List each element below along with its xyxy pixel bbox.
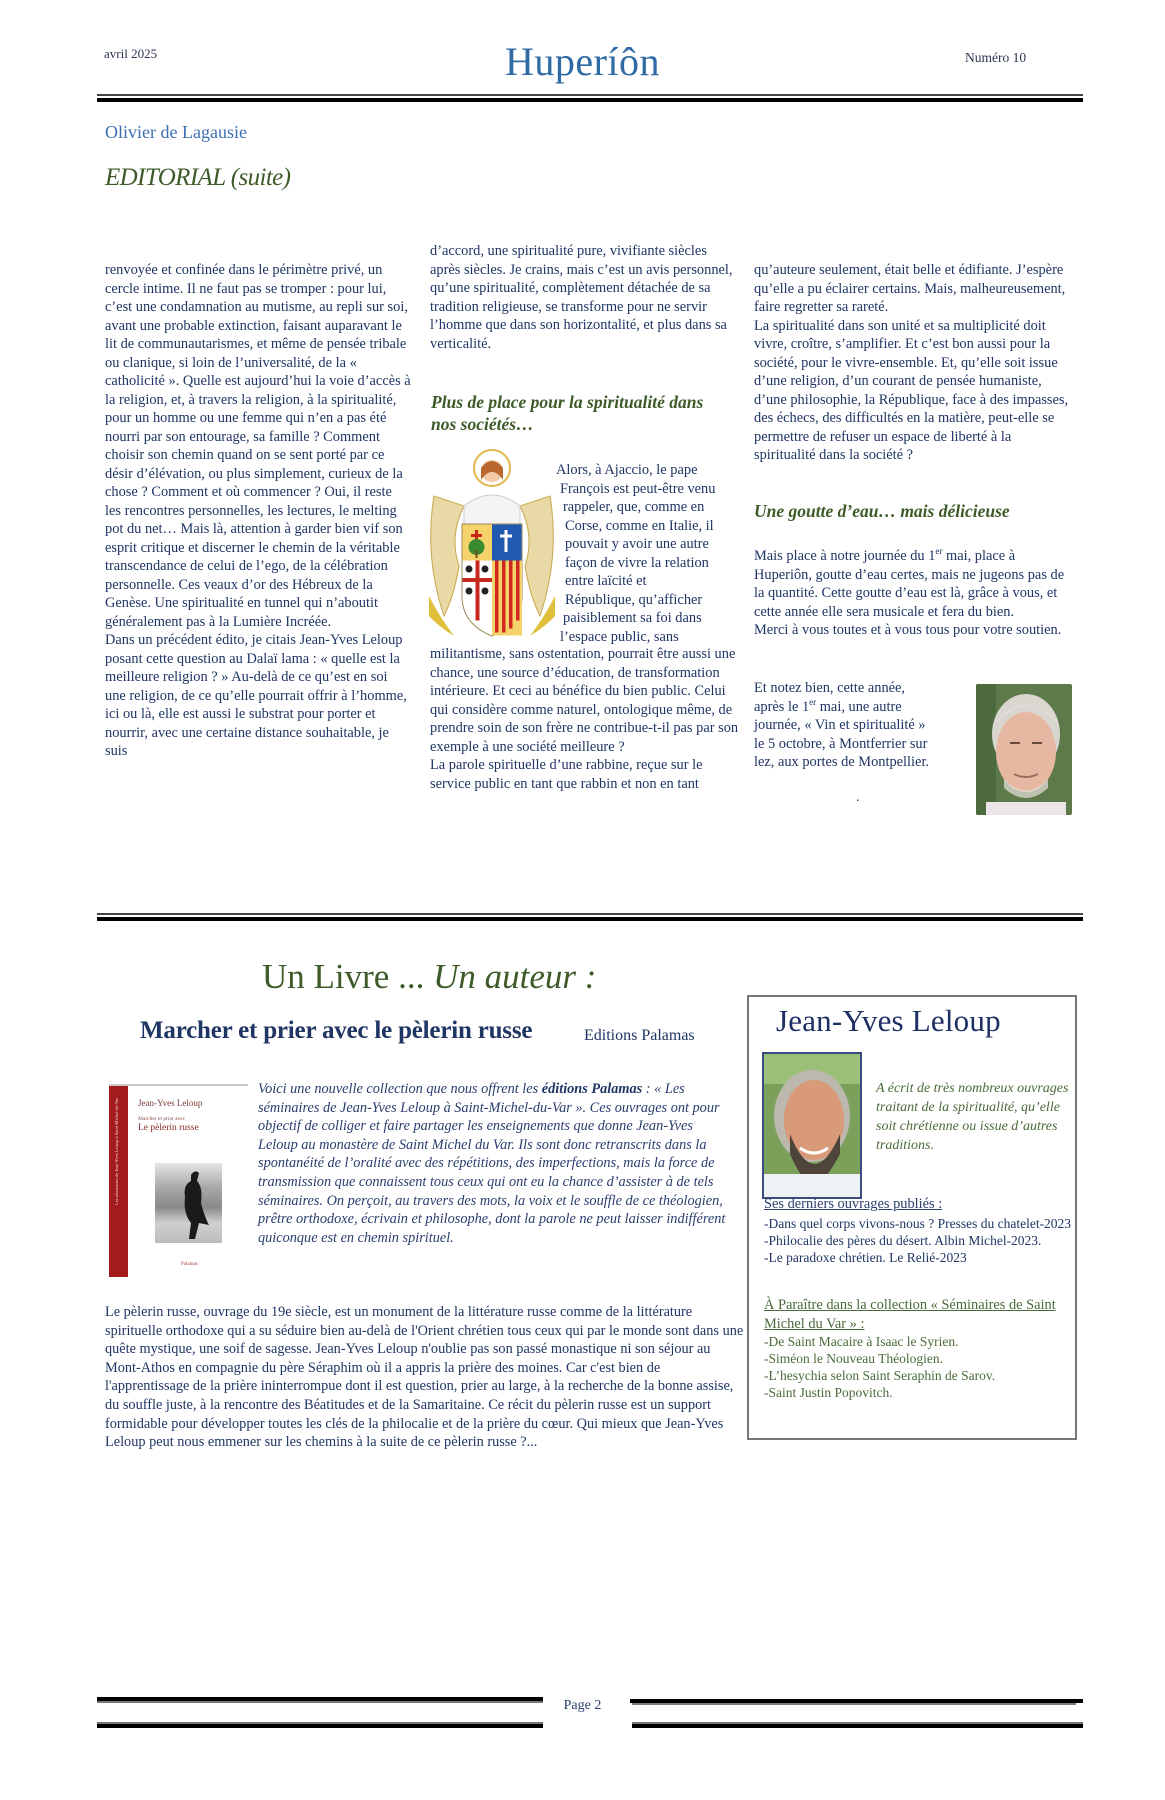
book-title: Marcher et prier avec le pèlerin russe [140, 1017, 533, 1044]
paragraph: Dans un précédent édito, je citais Jean-Yves Leloup posant cette question au Dalaï lama : « quelle est la meilleure religion ? » Au-delà de ce qu’est en soi une religion, de ce qu’elle pourrait offrir à l’homme, ici ou là, elle est aussi le substrat pour porter et nourrir, avec une certaine distance souhaitable, je suis [105, 632, 407, 759]
section-divider [97, 913, 1083, 921]
list-item: -Philocalie des pères du désert. Albin Michel-2023. [764, 1233, 1042, 1248]
book-cover-image: Les séminaires de Jean-Yves Leloup à Saint-Michel-du-Var Jean-Yves Leloup Marcher et prier avec Le pèlerin russe Palamas [109, 1084, 248, 1277]
page-number: Page 2 [563, 1698, 602, 1713]
book-description: Le pèlerin russe, ouvrage du 19e siècle, est un monument de la littérature russe comme de la littérature spirituelle orthodoxe qui a su séduire bien au-delà de l'Orient chrétien tous ceux qui par le monde sont dans une quête mystique, une soif de sagesse. Jean-Yves Leloup n'oublie pas son passé monastique ni son séjour au Mont-Athos en compagnie du père Séraphim où il a appris la prière des moines. Car c'est bien de l'apprentissage de la prière ininterrompue dont il est question, prier au large, à la recherche de la bonne assise, du souffle juste, à la rencontre des Béatitudes et de la Samaritaine. Ce récit du pèlerin russe est un support formidable pour développer toutes les clés de la philocalie et de la prière du cœur. Qui mieux que Jean-Yves Leloup peut nous emmener sur les chemins à la suite de ce pèlerin russe ?... [105, 1304, 744, 1451]
editorial-column-2-wrap: Alors, à Ajaccio, le pape François est peut-être venu rappeler, que, comme en Corse, comme en Italie, il pouvait y avoir une autre façon de vivre la relation entre laïcité et République, qu’afficher paisiblement sa foi dans l’espace public, sans [556, 462, 716, 645]
book-section-title: Un Livre ... Un auteur : [262, 957, 597, 996]
stray-dot: . [856, 790, 860, 805]
corsica-coat-of-arms-image [424, 446, 560, 640]
book-cover-spine: Les séminaires de Jean-Yves Leloup à Saint-Michel-du-Var [109, 1086, 128, 1277]
list-item: -L’hesychia selon Saint Seraphin de Sarov. [764, 1368, 996, 1383]
subheading-spiritualite: Plus de place pour la spiritualité dans nos sociétés… [431, 392, 704, 434]
subheading-goutte-deau: Une goutte d’eau… mais délicieuse [754, 501, 1010, 521]
editorial-column-3-wrap: Et notez bien, cette année, après le 1er mai, une autre journée, « Vin et spiritualité » le 5 octobre, à Montferrier sur lez, aux portes de Montpellier. [754, 680, 930, 770]
list-item: -Siméon le Nouveau Théologien. [764, 1351, 943, 1366]
upcoming-works-heading: À Paraître dans la collection « Séminaires de Saint Michel du Var » : [764, 1297, 1056, 1332]
issue-date: avril 2025 [104, 46, 158, 61]
paragraph: militantisme, sans ostentation, pourrait être aussi une chance, une source d’éducation, de transformation intérieure. Et ceci au bénéfice du bien public. Celui qui considère comme naturel, ontologique même, de prendre soin de son frère ne contribue-t-il pas par son exemple à une société meilleure ? [430, 646, 739, 755]
author-bio: A écrit de très nombreux ouvrages traitant de la spiritualité, qu’elle soit chrétienne ou issue d’autres traditions. [876, 1081, 1069, 1153]
list-item: -Le paradoxe chrétien. Le Relié-2023 [764, 1250, 967, 1265]
editorial-column-3-mid [754, 547, 1074, 640]
author-box-name: Jean-Yves Leloup [776, 1003, 1001, 1038]
jean-yves-leloup-portrait-photo [762, 1052, 862, 1199]
editorial-column-2-bottom [430, 645, 740, 793]
header-rule [97, 94, 1083, 102]
footer-rule-left-bottom [97, 1722, 543, 1728]
recent-works-list [764, 1215, 1074, 1266]
olivier-portrait-photo [976, 684, 1072, 815]
pilgrim-silhouette-icon [155, 1163, 222, 1243]
list-item: -Saint Justin Popovitch. [764, 1385, 893, 1400]
paragraph: Mais place à notre journée du 1er mai, place à Huperiôn, goutte d’eau certes, mais ne jugeons pas de la quantité. Cette goutte d’eau est là, grâce à vous, et cette année elle sera musicale et fera du bien. [754, 546, 1065, 620]
editorial-column-2-top: d’accord, une spiritualité pure, vivifiante siècles après siècles. Je crains, mais c’est un avis personnel, qu’une spiritualité, complètement détachée de sa tradition religieuse, se transforme pour ne servir l’homme que dans son horizontalité, et plus dans sa verticalité. [430, 243, 733, 352]
paragraph: Merci à vous toutes et à vous tous pour votre soutien. [754, 622, 1062, 638]
editorial-column-3-top [754, 261, 1074, 465]
masthead-title: Huperíôn [504, 39, 661, 84]
paragraph: La spiritualité dans son unité et sa multiplicité doit vivre, croître, s’amplifier. Et c’est bon aussi pour la société, pour le vivre-ensemble. Et, qu’elle soit issue d’une religion, d’un courant de pensée humaniste, d’une philosophie, la République, face à des impasses, des échecs, des difficultés en la matière, peut-elle se permettre de refuser un espace de liberté à la spiritualité dans la société ? [754, 317, 1069, 463]
paragraph: renvoyée et confinée dans le périmètre privé, un cercle intime. Il ne faut pas se tromper : pour lui, c’est une condamnation au mutisme, au repli sur soi, avant une probable extinction, faisant auparavant le lit de communautarismes, et même de pensée tribale ou clanique, si loin de l’universalité, de la « catholicité ». Quelle est aujourd’hui la voie d’accès à la religion, et, à travers la religion, à la spiritualité, pour un homme ou une femme qui n’en a pas été nourri par son entourage, sa famille ? Comment choisir son chemin quand on se sent porté par ce désir d’élévation, ou plus simplement, curieux de la chose ? Comment et où commencer ? Oui, il reste les rencontres personnelles, les lectures, le melting pot du net… Mais là, attention à garder bien vif son esprit critique et discerner le chemin de la véritable transcendance de celui de l’ego, de la célébration personnelle. Ces veaux d’or des Hébreux de la Genèse. Une spiritualité en tunnel qui n’aboutit généralement pas à la Lumière Incréée. [105, 262, 411, 630]
book-publisher: Editions Palamas [584, 1027, 695, 1044]
editorial-author: Olivier de Lagausie [105, 122, 247, 142]
paragraph: qu’auteure seulement, était belle et édifiante. J’espère qu’elle a pu éclairer certains. Mais, malheureusement, faire regretter sa rareté. [754, 262, 1066, 315]
list-item: -Dans quel corps vivons-nous ? Presses du chatelet-2023 [764, 1216, 1072, 1231]
recent-works-heading: Ses derniers ouvrages publiés : [764, 1196, 943, 1212]
upcoming-works-list [764, 1333, 1074, 1401]
paragraph: La parole spirituelle d’une rabbine, reçue sur le service public en tant que rabbin et non en tant [430, 757, 703, 792]
issue-number: Numéro 10 [965, 50, 1027, 65]
editorial-column-1 [105, 261, 411, 761]
footer-rule-right-bottom [632, 1722, 1083, 1728]
list-item: -De Saint Macaire à Isaac le Syrien. [764, 1334, 959, 1349]
book-intro: Voici une nouvelle collection que nous offrent les éditions Palamas : « Les séminaires de Jean-Yves Leloup à Saint-Michel-du-Var ». Ces ouvrages ont pour objectif de colliger et faire partager les enseignements que donne Jean-Yves Leloup au monastère de Saint Michel du Var. Ils sont donc retranscrits dans la spontanéité de l’oralité avec des répétitions, des imperfections, mais la force de transmission que connaissent tous ceux qui ont eu la chance d’assister à de tels séminaires. On perçoit, au travers des mots, la voix et le souffle de ce théologien, prêtre orthodoxe, écrivain et philosophe, dont la parole ne peut laisser indifférent quiconque est en chemin spirituel. [258, 1081, 726, 1246]
editorial-title: EDITORIAL (suite) [105, 164, 291, 191]
